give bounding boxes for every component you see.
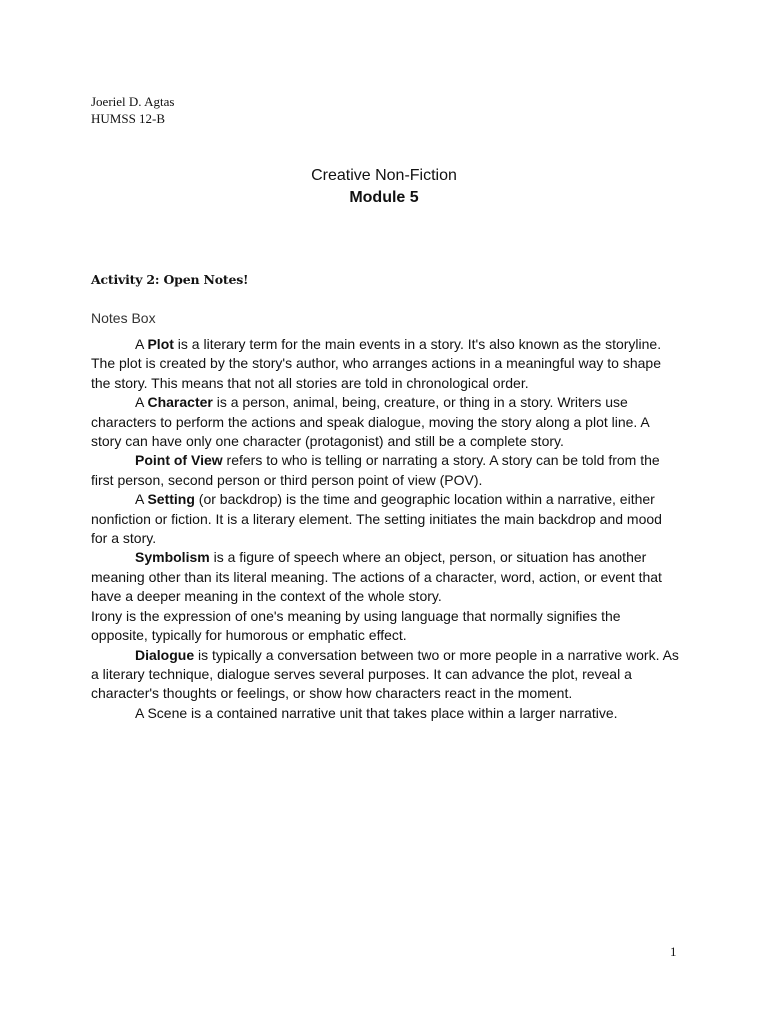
- page-number: 1: [670, 944, 677, 959]
- character-definition: is a person, animal, being, creature, or thing in a story. Writers use characters to perform the actions and speak dialogue, moving the story along a plot line. A story can have only one character (protagonist) and still be a complete story.: [91, 394, 649, 450]
- term-character: Character: [147, 394, 213, 411]
- setting-definition: (or backdrop) is the time and geographic location within a narrative, either nonfiction or fiction. It is a literary element. The setting initiates the main backdrop and mood for a story.: [91, 491, 662, 547]
- term-symbolism: Symbolism: [135, 549, 210, 566]
- term-setting: Setting: [147, 491, 195, 508]
- document-title: Creative Non-Fiction: [311, 167, 457, 184]
- notes-body: [91, 335, 681, 723]
- paragraph-setting: [91, 490, 681, 548]
- paragraph-dialogue: [91, 646, 681, 704]
- paragraph-symbolism: [91, 548, 681, 606]
- character-prefix: A: [135, 394, 148, 411]
- student-name: Joeriel D. Agtas: [91, 94, 175, 109]
- student-section: HUMSS 12-B: [91, 111, 166, 126]
- dialogue-definition: is typically a conversation between two or more people in a narrative work. As a literary technique, dialogue serves several purposes. It can advance the plot, reveal a character's thoughts or feelings, or show how characters react in the moment.: [91, 646, 679, 702]
- pov-definition: refers to who is telling or narrating a story. A story can be told from the first person, second person or third person point of view (POV).: [91, 452, 660, 488]
- term-plot: Plot: [147, 336, 174, 352]
- paragraph-point-of-view: [91, 451, 681, 490]
- paragraph-irony: Irony is the expression of one's meaning by using language that normally signifies the opposite, typically for humorous or emphatic effect.: [91, 607, 621, 644]
- term-point-of-view: Point of View: [135, 452, 223, 469]
- paragraph-scene: A Scene is a contained narrative unit that takes place within a larger narrative.: [135, 704, 618, 721]
- plot-prefix: A: [135, 336, 148, 352]
- paragraph-plot: [91, 335, 681, 393]
- plot-definition: is a literary term for the main events in a story. It's also known as the storyline. The plot is created by the story's author, who arranges actions in a meaningful way to shape the story. This means that not all stories are told in chronological order.: [91, 336, 662, 391]
- term-dialogue: Dialogue: [135, 646, 195, 663]
- symbolism-definition: is a figure of speech where an object, person, or situation has another meaning other than its literal meaning. The actions of a character, word, action, or event that have a deeper meaning in the context of the whole story.: [91, 549, 662, 605]
- student-header: [91, 93, 174, 127]
- activity-heading: Activity 2: Open Notes!: [91, 272, 249, 287]
- notes-box-label: Notes Box: [91, 310, 156, 326]
- module-title: Module 5: [349, 189, 419, 206]
- title-block: [0, 165, 768, 209]
- setting-prefix: A: [135, 491, 148, 508]
- paragraph-character: [91, 393, 681, 451]
